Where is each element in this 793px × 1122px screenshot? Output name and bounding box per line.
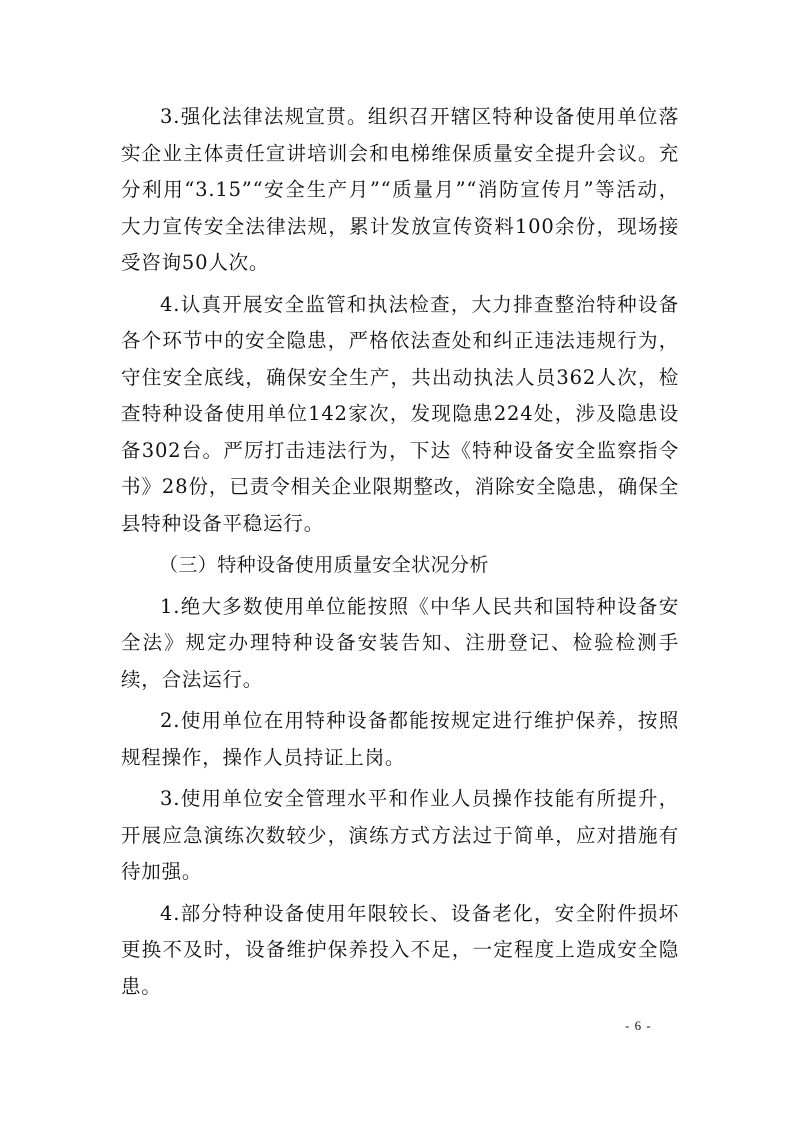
document-body [121,99,679,1010]
page-number: - 6 - [625,1018,652,1033]
paragraph-supervision-inspection: 4.认真开展安全监管和执法检查，大力排查整治特种设备各个环节中的安全隐患，严格依法查处和纠正违法违规行为，守住安全底线，确保安全生产，共出动执法人员362人次，检查特种设备使用单位142家次，发现隐患224处，涉及隐患设备302台。严厉打击违法行为，下达《特种设备安全监察指令书》28份，已责令相关企业限期整改，消除安全隐患，确保全县特种设备平稳运行。 [121,292,679,535]
paragraph-analysis-3: 3.使用单位安全管理水平和作业人员操作技能有所提升，开展应急演练次数较少，演练方式方法过于简单，应对措施有待加强。 [121,787,679,883]
paragraph-analysis-4: 4.部分特种设备使用年限较长、设备老化，安全附件损坏更换不及时，设备维护保养投入不足，一定程度上造成安全隐患。 [121,901,679,998]
paragraph-legal-publicity: 3.强化法律法规宣贯。组织召开辖区特种设备使用单位落实企业主体责任宣讲培训会和电梯维保质量安全提升会议。充分利用“3.15”“安全生产月”“质量月”“消防宣传月”等活动，大力宣传安全法律法规，累计发放宣传资料100余份，现场接受咨询50人次。 [121,105,679,274]
paragraph-analysis-2: 2.使用单位在用特种设备都能按规定进行维护保养，按照规程操作，操作人员持证上岗。 [121,709,679,769]
paragraph-analysis-1: 1.绝大多数使用单位能按照《中华人民共和国特种设备安全法》规定办理特种设备安装告知、注册登记、检验检测手续，合法运行。 [121,594,679,691]
section-heading: （三）特种设备使用质量安全状况分析 [159,554,489,576]
